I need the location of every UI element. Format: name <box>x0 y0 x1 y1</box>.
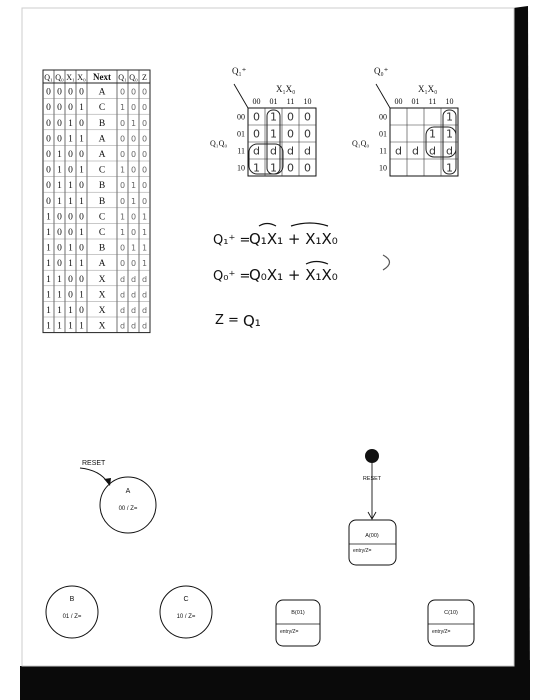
truth-table-cell: 1 <box>141 243 148 253</box>
mealy-reset-label: RESET <box>82 460 106 467</box>
truth-table-cell: 0 <box>130 103 137 113</box>
truth-table-cell: d <box>141 290 148 300</box>
kmap_q1-cell-value: d <box>287 144 294 158</box>
truth-table-cell: 0 <box>57 118 62 129</box>
truth-table-cell: 0 <box>79 150 84 160</box>
truth-table-cell: B <box>98 181 106 192</box>
kmap_q1-cell-value: 0 <box>304 110 311 124</box>
truth-table-cell: 1 <box>46 228 51 238</box>
uml-reset-label: RESET <box>362 476 382 482</box>
kmap_q1-row-code: 00 <box>237 112 245 122</box>
uml-state-b-entry: entry/Z= <box>280 629 299 635</box>
kmap_q1-cell-value: 0 <box>287 110 294 124</box>
truth-table-cell: 1 <box>141 212 148 222</box>
truth-table-cell: A <box>98 259 106 270</box>
truth-table-cell: 0 <box>57 259 62 270</box>
truth-table-cell: 1 <box>46 290 51 301</box>
kmap_q1-cell-value: 1 <box>270 161 277 175</box>
truth-table-cell: 0 <box>57 103 62 114</box>
kmap_q1-cell-value: 0 <box>253 127 260 141</box>
truth-table-cell: 0 <box>46 181 51 192</box>
uml-state-a-box <box>349 520 396 565</box>
truth-table-cell: 0 <box>141 118 148 128</box>
truth-table-cell: B <box>98 196 106 207</box>
truth-table-cell: 1 <box>119 228 126 237</box>
truth-table-cell: 1 <box>119 165 126 175</box>
truth-table-cell: 1 <box>141 228 148 237</box>
truth-table-cell: C <box>98 165 106 176</box>
truth-table-cell: 0 <box>141 165 148 175</box>
truth-table-cell: 0 <box>130 212 137 222</box>
mealy-state-a-name: A <box>125 488 131 495</box>
truth-table-cell: 0 <box>46 134 51 145</box>
truth-table-cell: 0 <box>57 134 62 145</box>
truth-table-cell: 1 <box>57 150 62 160</box>
truth-table-cell: 0 <box>46 150 51 160</box>
truth-table-cell: d <box>130 306 137 315</box>
kmap_q0-column-code: 11 <box>428 97 437 106</box>
kmap_q0-column-variables: X₁X₀ <box>418 84 438 94</box>
truth-table-cell: 1 <box>119 212 126 222</box>
truth-table-cell: 1 <box>68 259 73 270</box>
uml-state-a-entry: entry/Z= <box>353 548 372 554</box>
truth-table-cell: 1 <box>68 196 73 207</box>
truth-table-cell: 0 <box>68 150 73 160</box>
truth-table-cell: 0 <box>57 87 62 98</box>
truth-table-cell: 0 <box>130 228 137 237</box>
truth-table-cell: 0 <box>119 196 126 206</box>
truth-table-cell: X <box>98 290 106 301</box>
truth-table-cell: 0 <box>57 228 62 238</box>
truth-table-cell: d <box>141 274 148 284</box>
mealy-state-b-output: 01 / Z= <box>62 614 82 620</box>
truth-table-cell: 0 <box>46 87 51 98</box>
truth-table-header-cell: Q₁ <box>44 73 53 82</box>
truth-table-cell: 0 <box>130 150 137 159</box>
uml-state-b-box <box>276 600 320 646</box>
truth-table-cell: 0 <box>68 290 73 301</box>
truth-table-cell: 0 <box>68 165 73 176</box>
truth-table-cell: 0 <box>141 150 148 159</box>
kmap_q0-row-variables: Q₁Q₀ <box>352 139 370 148</box>
truth-table-cell: 0 <box>57 212 62 223</box>
mealy-state-b-name: B <box>69 596 75 603</box>
kmap_q1-output-label: Q₁⁺ <box>232 66 247 76</box>
truth-table-cell: 1 <box>57 321 62 332</box>
kmap_q1-column-code: 11 <box>286 97 295 106</box>
truth-table-cell: 0 <box>130 165 137 175</box>
truth-table-cell: 0 <box>79 243 84 254</box>
truth-table-cell: 0 <box>57 243 62 254</box>
truth-table-cell: 0 <box>141 196 148 206</box>
right-scan-shadow <box>512 6 530 700</box>
truth-table-cell: 1 <box>68 243 73 254</box>
truth-table-cell: d <box>141 306 148 315</box>
truth-table-cell: 0 <box>79 212 84 223</box>
truth-table-cell: 0 <box>141 181 148 191</box>
kmap_q1-row-code: 01 <box>237 129 245 139</box>
truth-table-cell: 0 <box>79 118 84 129</box>
kmap_q1-row-code: 10 <box>237 163 245 173</box>
uml-state-a-name: A(00) <box>365 533 379 539</box>
truth-table-header-cell: Next <box>93 72 111 82</box>
kmap_q1-cell-value: d <box>304 144 311 158</box>
truth-table-cell: 1 <box>130 118 137 128</box>
truth-table-cell: 0 <box>119 259 126 269</box>
mealy-state-c-name: C <box>183 596 189 603</box>
truth-table-cell: 1 <box>57 274 62 285</box>
truth-table-cell: 0 <box>46 196 51 207</box>
truth-table-cell: 1 <box>68 181 73 192</box>
kmap_q1-cell-value: 0 <box>287 161 294 175</box>
kmap_q1-column-variables: X₁X₀ <box>276 84 296 94</box>
equation-q0-lhs: Q₀⁺ = <box>213 269 251 284</box>
truth-table-header-cell: Q₀ <box>55 73 64 82</box>
equation-q0-rhs: Q₀X₁ + X₁X₀ <box>249 266 338 284</box>
kmap_q1-cell-value: 0 <box>304 161 311 175</box>
truth-table-cell: 1 <box>79 103 84 114</box>
kmap_q0-cell-value: d <box>446 144 453 158</box>
uml-state-c-box <box>428 600 474 646</box>
paper-sheet <box>22 8 514 666</box>
truth-table-header-cell: Q₀ <box>129 73 138 82</box>
truth-table-cell: 0 <box>79 306 84 316</box>
kmap_q1-row-code: 11 <box>237 146 245 156</box>
truth-table-cell: 0 <box>46 165 51 176</box>
kmap_q1-cell-value: 0 <box>287 127 294 141</box>
truth-table-cell: 1 <box>46 212 51 223</box>
truth-table-cell: 0 <box>68 103 73 114</box>
truth-table-cell: d <box>130 290 137 300</box>
kmap_q0-row-code: 01 <box>379 129 387 139</box>
uml-state-a <box>349 520 396 565</box>
truth-table-cell: 0 <box>119 243 126 253</box>
truth-table-cell: X <box>98 306 106 316</box>
uml-state-b <box>276 600 320 646</box>
uml-initial-state-dot <box>365 449 379 463</box>
truth-table-cell: d <box>141 321 148 331</box>
kmap_q1-column-code: 01 <box>269 97 278 106</box>
truth-table-cell: 1 <box>57 181 62 192</box>
kmap_q0-cell-value: 1 <box>446 110 453 124</box>
truth-table-cell: 1 <box>57 290 62 301</box>
kmap_q1-cell-value: 0 <box>304 127 311 141</box>
truth-table-cell: 1 <box>57 196 62 207</box>
kmap_q0-column-code: 00 <box>394 97 403 106</box>
truth-table-cell: 1 <box>79 228 84 238</box>
truth-table-cell: 1 <box>141 259 148 269</box>
truth-table-cell: 1 <box>79 259 84 270</box>
truth-table-cell: 0 <box>119 181 126 191</box>
truth-table-cell: 1 <box>68 118 73 129</box>
truth-table-cell: 1 <box>46 321 51 332</box>
equation-z-lhs: Z = <box>215 313 239 328</box>
truth-table-cell: 1 <box>46 306 51 316</box>
kmap_q0-row-code: 11 <box>379 146 387 156</box>
kmap_q0-cell-value: 1 <box>446 161 453 175</box>
kmap_q1-cell-value: 1 <box>253 161 260 175</box>
kmap_q0-row-code: 00 <box>379 112 387 122</box>
truth-table-cell: 1 <box>130 181 137 191</box>
kmap_q0-cell-value: 1 <box>429 127 436 141</box>
uml-state-c <box>428 600 474 646</box>
kmap_q0-row-code: 10 <box>379 163 387 173</box>
truth-table-cell: 0 <box>46 118 51 129</box>
truth-table-cell: C <box>98 228 106 238</box>
truth-table-cell: 0 <box>79 181 84 192</box>
uml-state-c-name: C(10) <box>444 610 458 616</box>
mealy-state-a-output: 00 / Z= <box>118 506 138 512</box>
truth-table-cell: 1 <box>68 306 73 316</box>
equation-q1-rhs: Q₁X₁ + X₁X₀ <box>249 230 338 248</box>
truth-table-cell: d <box>119 321 126 331</box>
truth-table-cell: 0 <box>119 134 126 144</box>
kmap_q1-cell-value: d <box>270 144 277 158</box>
truth-table-cell: 1 <box>46 259 51 270</box>
truth-table-header-cell: X₀ <box>77 73 86 82</box>
truth-table-cell: A <box>98 134 106 145</box>
truth-table-cell: 0 <box>141 87 148 97</box>
truth-table-cell: 0 <box>130 87 137 97</box>
truth-table-cell: 1 <box>79 290 84 301</box>
truth-table-cell: 1 <box>46 243 51 254</box>
kmap_q0-cell-value: d <box>412 144 419 158</box>
kmap_q1-column-code: 10 <box>303 97 312 106</box>
truth-table-cell: 1 <box>79 134 84 145</box>
truth-table-cell: B <box>98 118 106 129</box>
truth-table-cell: 0 <box>130 134 137 144</box>
kmap_q0-column-code: 01 <box>411 97 420 106</box>
truth-table-cell: d <box>130 274 137 284</box>
mealy-state-c-output: 10 / Z= <box>176 614 196 620</box>
truth-table-cell: B <box>98 243 106 254</box>
truth-table-cell: C <box>98 212 106 223</box>
truth-table-cell: 0 <box>119 150 126 159</box>
truth-table-cell: 0 <box>68 87 73 98</box>
truth-table-cell: d <box>119 290 126 300</box>
truth-table-cell: 0 <box>141 103 148 113</box>
truth-table-cell: A <box>98 87 106 98</box>
truth-table-header-cell: Z <box>142 73 147 82</box>
truth-table-cell: X <box>98 274 106 285</box>
truth-table-cell: 0 <box>79 87 84 98</box>
truth-table-cell: 1 <box>46 274 51 285</box>
truth-table-cell: 0 <box>68 212 73 223</box>
kmap_q1-cell-value: 1 <box>270 110 277 124</box>
equation-q1-lhs: Q₁⁺ = <box>213 233 251 248</box>
kmap_q1-column-code: 00 <box>252 97 261 106</box>
truth-table-cell: 0 <box>119 87 126 97</box>
truth-table-cell: X <box>98 321 106 332</box>
uml-state-c-entry: entry/Z= <box>432 629 451 635</box>
truth-table-cell: 0 <box>141 134 148 144</box>
kmap_q0-cell-value: 1 <box>446 127 453 141</box>
truth-table-cell: 0 <box>68 228 73 238</box>
uml-state-b-name: B(01) <box>291 610 305 616</box>
truth-table-cell: 1 <box>130 243 137 253</box>
truth-table-cell: 0 <box>79 274 84 285</box>
truth-table-cell: d <box>119 306 126 315</box>
truth-table-cell: 1 <box>79 196 84 207</box>
truth-table-cell: 1 <box>57 165 62 176</box>
kmap_q1-cell-value: 0 <box>253 110 260 124</box>
kmap_q1-row-variables: Q₁Q₀ <box>210 139 228 148</box>
truth-table-header-cell: Q₁ <box>118 73 127 82</box>
truth-table-cell: 1 <box>130 196 137 206</box>
truth-table-cell: 0 <box>68 274 73 285</box>
kmap_q1-cell-value: d <box>253 144 260 158</box>
kmap_q0-cell-value: d <box>429 144 436 158</box>
kmap_q0-column-code: 10 <box>445 97 454 106</box>
truth-table-cell: 1 <box>68 134 73 145</box>
equation-z <box>215 312 261 330</box>
truth-table-cell: 1 <box>68 321 73 332</box>
truth-table-cell: d <box>130 321 137 331</box>
truth-table-header-cell: X₁ <box>66 73 75 82</box>
truth-table-cell: 1 <box>79 321 84 332</box>
kmap_q1-cell-value: 1 <box>270 127 277 141</box>
kmap_q0-output-label: Q₀⁺ <box>374 66 389 76</box>
truth-table-cell: 0 <box>119 118 126 128</box>
equation-z-rhs: Q₁ <box>243 312 261 330</box>
truth-table-cell: d <box>119 274 126 284</box>
truth-table-cell: 0 <box>130 259 137 269</box>
truth-table-cell: 1 <box>79 165 84 176</box>
truth-table-cell: 0 <box>46 103 51 114</box>
kmap_q0-cell-value: d <box>395 144 402 158</box>
truth-table-cell: 1 <box>57 306 62 316</box>
truth-table-cell: 1 <box>119 103 126 113</box>
truth-table-cell: C <box>98 103 106 114</box>
truth-table-cell: A <box>98 150 106 160</box>
